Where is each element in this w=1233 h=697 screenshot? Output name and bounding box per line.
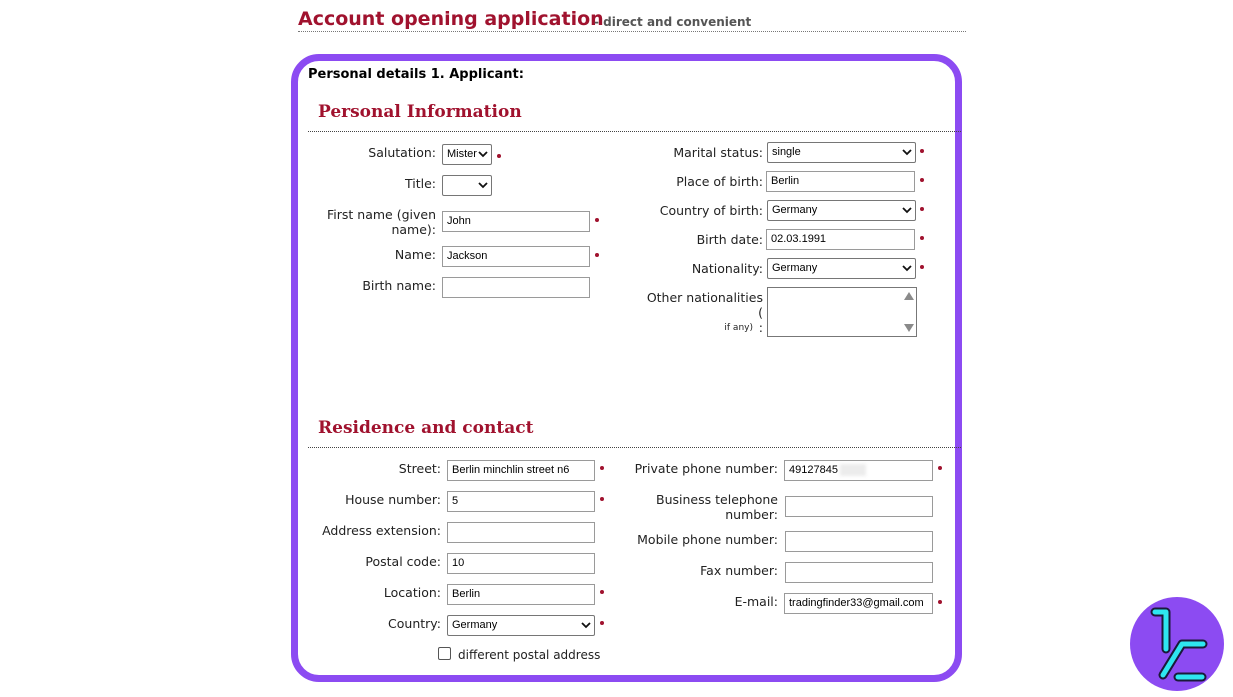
required-marker: [600, 497, 604, 501]
required-marker: [600, 621, 604, 625]
mobile-phone-label: Mobile phone number:: [637, 532, 778, 547]
business-phone-input[interactable]: [785, 496, 933, 517]
page-title: Account opening application: [298, 8, 604, 30]
country-of-birth-select[interactable]: [767, 200, 916, 221]
redacted-digits: [840, 464, 866, 476]
residence-contact-title: Residence and contact: [318, 418, 534, 438]
required-marker: [497, 154, 501, 158]
page-header: [298, 8, 966, 32]
email-input[interactable]: tradingfinder33@gmail.com: [784, 593, 933, 614]
chevron-down-icon: [581, 622, 591, 629]
different-postal-label[interactable]: different postal address: [458, 648, 601, 662]
chevron-down-icon: [478, 151, 488, 158]
different-postal-checkbox[interactable]: [438, 647, 451, 660]
applicant-heading: Personal details 1. Applicant:: [308, 67, 524, 82]
email-label: E-mail:: [734, 594, 778, 609]
salutation-value: Mister: [447, 148, 477, 160]
required-marker: [920, 236, 924, 240]
nationality-select[interactable]: [767, 258, 916, 279]
marital-status-value: single: [772, 146, 801, 158]
chevron-down-icon: [478, 182, 488, 189]
other-nationalities-colon: :: [758, 320, 763, 335]
required-marker: [595, 253, 599, 257]
business-phone-label: Business telephone number:: [656, 492, 778, 522]
section-divider: [308, 447, 961, 448]
name-label: Name:: [394, 247, 436, 262]
required-marker: [938, 466, 942, 470]
salutation-label: Salutation:: [368, 145, 436, 160]
title-label: Title:: [405, 176, 436, 191]
other-nationalities-paren: (: [758, 305, 763, 320]
personal-information-title: Personal Information: [318, 102, 522, 122]
fax-label: Fax number:: [700, 563, 778, 578]
fax-input[interactable]: [785, 562, 933, 583]
country-of-birth-value: Germany: [772, 204, 818, 216]
required-marker: [600, 466, 604, 470]
marital-status-label: Marital status:: [673, 145, 763, 160]
birth-date-label: Birth date:: [696, 232, 763, 247]
required-marker: [920, 265, 924, 269]
postal-code-label: Postal code:: [365, 554, 441, 569]
other-nationalities-label: Other nationalities: [646, 290, 763, 305]
location-input[interactable]: Berlin: [447, 584, 595, 605]
house-number-label: House number:: [345, 492, 441, 507]
required-marker: [600, 590, 604, 594]
chevron-down-icon: [902, 207, 912, 214]
country-select[interactable]: [447, 615, 595, 636]
required-marker: [595, 218, 599, 222]
country-of-birth-label: Country of birth:: [659, 203, 763, 218]
place-of-birth-input[interactable]: Berlin: [766, 171, 915, 192]
salutation-select[interactable]: [442, 144, 492, 165]
postal-code-input[interactable]: 10: [447, 553, 595, 574]
birth-name-label: Birth name:: [362, 278, 436, 293]
country-label: Country:: [388, 616, 441, 631]
mobile-phone-input[interactable]: [785, 531, 933, 552]
birth-name-input[interactable]: [442, 277, 590, 298]
required-marker: [920, 178, 924, 182]
location-label: Location:: [383, 585, 441, 600]
section-divider: [308, 131, 961, 132]
first-name-label: First name (given name):: [327, 207, 436, 237]
house-number-input[interactable]: 5: [447, 491, 595, 512]
street-input[interactable]: Berlin minchlin street n6: [447, 460, 595, 481]
required-marker: [920, 207, 924, 211]
title-select[interactable]: [442, 175, 492, 196]
marital-status-select[interactable]: [767, 142, 916, 163]
scroll-up-icon[interactable]: [904, 292, 914, 300]
country-value: Germany: [452, 619, 498, 631]
required-marker: [920, 149, 924, 153]
tradingfinder-logo-icon: [1130, 597, 1224, 691]
chevron-down-icon: [902, 149, 912, 156]
private-phone-input[interactable]: [784, 460, 933, 481]
name-input[interactable]: Jackson: [442, 246, 590, 267]
other-nationalities-textarea[interactable]: [767, 287, 917, 337]
private-phone-label: Private phone number:: [634, 461, 778, 476]
required-marker: [938, 600, 942, 604]
address-extension-input[interactable]: [447, 522, 595, 543]
address-extension-label: Address extension:: [322, 523, 441, 538]
chevron-down-icon: [902, 265, 912, 272]
other-nationalities-hint: if any): [724, 323, 753, 333]
first-name-input[interactable]: John: [442, 211, 590, 232]
street-label: Street:: [398, 461, 441, 476]
nationality-value: Germany: [772, 262, 818, 274]
tradingfinder-logo: [1130, 597, 1224, 691]
scroll-down-icon[interactable]: [904, 324, 914, 332]
birth-date-input[interactable]: 02.03.1991: [766, 229, 915, 250]
private-phone-value: 49127845: [789, 464, 838, 476]
page-subtitle: - direct and convenient: [594, 15, 752, 29]
place-of-birth-label: Place of birth:: [676, 174, 763, 189]
nationality-label: Nationality:: [691, 261, 763, 276]
